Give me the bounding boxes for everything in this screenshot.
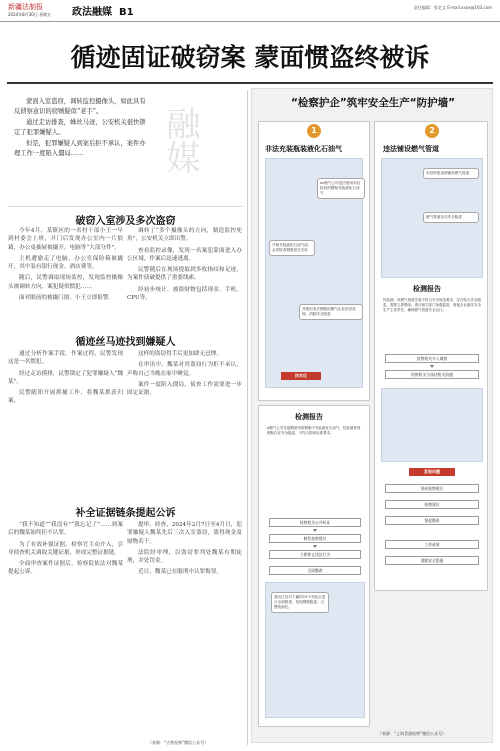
- case-box-2: [374, 121, 488, 591]
- case-tag: 技术化: [281, 372, 321, 380]
- section-title: 政法融媒 B1: [72, 7, 134, 18]
- paragraph: “我不知道”“我没有”“我忘记了”……到案后的魏某始终拒不认罪。: [8, 522, 123, 537]
- down-arrow-icon: [430, 365, 434, 368]
- paragraph: 经初步统计，被盗财物包括现金、手机、CPU等。: [127, 286, 242, 302]
- lede-paragraph: 蒙面入室盗窃，调转监控摄像头，如此具有反侦察意识的窃贼疑似“老手”。: [14, 98, 146, 115]
- flow-step: 工作成效: [385, 540, 479, 549]
- inspection-illustration: [381, 388, 483, 462]
- issue-date: 2024年8月30日 星期五: [8, 12, 52, 17]
- lede-text: [14, 97, 146, 160]
- callout-note: xx燃气公司违法使用未经检验的钢瓶充装液化石油气: [317, 178, 365, 199]
- section-2-left-column: [8, 350, 123, 490]
- flow-step: 督促整改: [385, 516, 479, 525]
- case-number-badge: 2: [425, 124, 439, 138]
- paragraph: 通过分析作案手段、作案过程，民警发现这是一名惯犯。: [8, 351, 123, 366]
- lede-paragraph: 但是，犯罪嫌疑人到案后拒不承认，案件办理工作一度陷入僵局……: [14, 140, 146, 157]
- lede-paragraph: 通过走访排查，蛛丝马迹，公安机关很快锁定了犯罪嫌疑人。: [14, 119, 146, 136]
- paragraph: 经过走访摸排，民警锁定了犯罪嫌疑人“魏某”。: [8, 370, 123, 385]
- paragraph: 今年4月，某镇区的一名村干部小王一早到村委会上班，开门后发现办公室内一片狼藉，办公桌抽屉被撬开，电脑等“大部分件”。: [8, 228, 123, 251]
- flow-step: 制发检察建议: [269, 534, 361, 543]
- newspaper-logo: 新疆法制报: [8, 3, 43, 11]
- flow-step: 检察机关介入调查: [385, 354, 479, 363]
- case-box-1: [258, 121, 370, 401]
- flow-step: 检察机关公开听证: [269, 518, 361, 527]
- report-title: 检测报告: [413, 285, 441, 293]
- paragraph: 这样的盗窃得手后更加肆无忌惮。: [138, 351, 222, 357]
- section-1-left-column: [8, 227, 123, 327]
- flow-step: 立即停止违法行为: [269, 550, 361, 559]
- poster-source: （来源：“上海青浦检察”微信公众号）: [378, 731, 447, 736]
- flow-step: 形成检察建议: [385, 484, 479, 493]
- section-3-right-column: [127, 521, 242, 731]
- callout-note: 对使用非法钢瓶的燃气企业依法处理，消除安全隐患: [299, 304, 363, 320]
- section-heading-1: 破窃入室涉及多次盗窃: [75, 216, 176, 227]
- article-source: （来源：“吉普检察”微信公众号）: [148, 740, 209, 745]
- down-arrow-icon: [313, 545, 317, 548]
- paragraph: 随后，民警调取现场监控，发现监控摄像头被调转方向，案犯疑似惯犯……: [8, 275, 123, 290]
- paragraph: 案件一度陷入僵局，侦查工作需要进一步固定证据。: [127, 381, 242, 397]
- section-heading-2: 循迹丝马迹找到嫌疑人: [75, 337, 176, 348]
- page-number: B1: [118, 7, 134, 18]
- callout-note: 开始充装液化石油气前，必须检查钢瓶是否完好: [269, 240, 315, 256]
- paragraph: 在审讯中，魏某对其盗窃行为拒不承认，声称自己当晚在家中睡觉。: [127, 362, 242, 377]
- brand-calligraphy: 融媒: [160, 106, 200, 174]
- section-heading-3: 补全证据链条提起公诉: [75, 508, 176, 519]
- flow-step: 全面整改: [269, 566, 361, 575]
- flow-step: 消除安全隐患: [385, 556, 479, 565]
- speech-bubble: 我们已经对下属的19个充装点进行全面排查，发现钢瓶隐患，已整改到位。: [271, 592, 329, 613]
- paragraph: 民警随即开展抓捕工作，将魏某抓获归案。: [8, 390, 123, 405]
- paragraph: 民警随后在现场提取到多枚指纹和足迹，为案件侦破提供了重要线索。: [127, 267, 242, 282]
- column-divider: [247, 90, 248, 745]
- paragraph: 面对眼前的被撬门窗，小王立即报警。: [19, 295, 115, 302]
- report-text: A燃气公司在超期使用的钢瓶中充装液化石油气，经检测发现钢瓶存在安全隐患，不符合国家标准要求。: [267, 426, 361, 436]
- paragraph: 调转了“多个摄像头的方向，制造监控死角”，公安机关立即出警。: [127, 228, 242, 243]
- callout-note: 燃气管道存在安全隐患: [423, 212, 479, 223]
- paragraph: 主机遭偷走了电脑。办公室保险箱被撬开，其中装有银行现金，酒店费等。: [8, 255, 123, 271]
- editor-line: 责任编辑：张定文 E-mail:xxxx@163.com: [413, 5, 492, 10]
- case-box-3: [258, 405, 370, 727]
- case-number-badge: 1: [307, 124, 321, 138]
- section-1-right-column: [127, 227, 242, 327]
- paragraph: 查看监控录像，发现一名案犯蒙面进入办公区域，作案后迅速逃离。: [127, 247, 242, 262]
- down-arrow-icon: [313, 529, 317, 532]
- callout-note: 未经审批违规铺设燃气管道: [423, 168, 479, 179]
- paragraph: 提审。经查，2024年2月7日至4月日，犯罪嫌疑人魏某先后三次入室盗窃，盗得现金及财物若干。: [127, 522, 242, 545]
- case-1-title: 非法充装瓶装液化石油气: [265, 145, 342, 153]
- masthead: [0, 0, 500, 22]
- paragraph: 为了有效补强证据，检察官主动介入，引导侦查机关调取关键证据，形成完整证据链。: [8, 541, 123, 556]
- paragraph: 法院经审理，以盗窃罪判处魏某有期徒刑，并处罚金。: [127, 549, 242, 565]
- flow-step: 检察机关与执法机关沟通: [385, 370, 479, 379]
- report-title: 检测报告: [295, 413, 323, 421]
- paragraph: 近日，魏某已在服刑中认罪悔罪。: [138, 569, 222, 576]
- section-3-left-column: [8, 521, 123, 731]
- poster-title: “检察护企”筑牢安全生产“防护墙”: [290, 97, 456, 109]
- flow-step: 检察建议: [385, 500, 479, 509]
- flow-tag: 发现问题: [409, 468, 455, 476]
- report-text: 经检测，该燃气管道安装不符合安全规范要求，存在较大安全隐患，需要立即整改。建议相关部门加强监管，督促企业落实安全生产主体责任，确保燃气管道安全运行。: [383, 298, 481, 313]
- section-2-right-column: [127, 350, 242, 490]
- infographic-poster: [251, 88, 493, 743]
- headline-rule: [7, 82, 493, 84]
- case-2-title: 违法铺设燃气管道: [383, 145, 439, 153]
- headline: 循迹固证破窃案 蒙面惯盗终被诉: [70, 43, 430, 72]
- paragraph: 全面审查案件证据后，检察院依法对魏某提起公诉。: [8, 561, 123, 576]
